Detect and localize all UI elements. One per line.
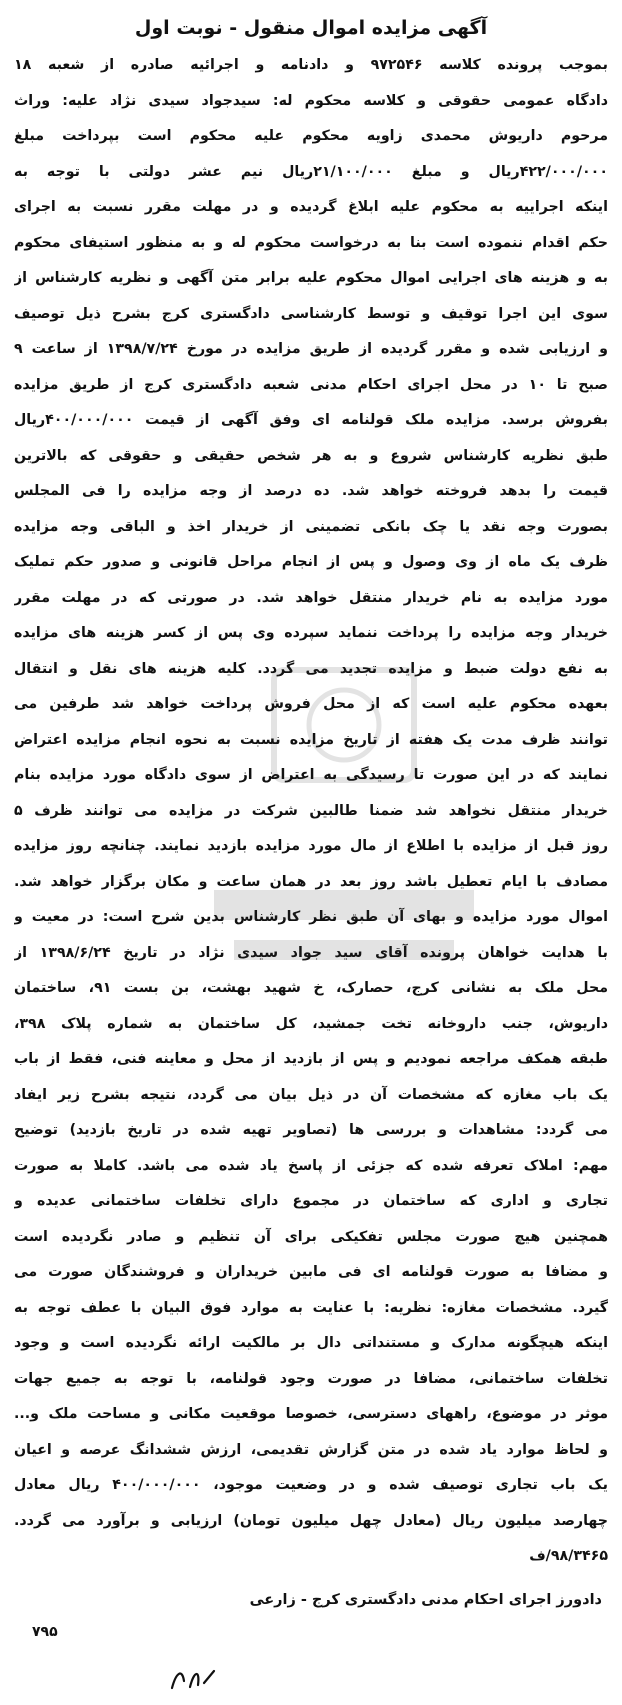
notice-line: محل ملک به نشانی کرج، حصارک، خ شهید بهشت، بن بست ۹۱، ساختمان (14, 980, 608, 996)
notice-line: خریدار وجه مزایده را پرداخت ننماید سپرده وی پس از کسر هزینه های مزایده (14, 625, 608, 641)
notice-line: اینکه هیچگونه مدارک و مستنداتی دال بر مالکیت ارائه نگردیده است و وجود (14, 1335, 608, 1351)
notice-line: موثر در موضوع، راههای دسترسی، خصوصا موقعیت مکانی و مساحت ملک و... (14, 1406, 608, 1422)
reference-number: ۷۹۵ (32, 1623, 58, 1640)
notice-line: به نفع دولت ضبط و مزایده تجدید می گردد. کلیه هزینه های نقل و انتقال (14, 660, 608, 677)
notice-line: و مضافا به صورت قولنامه ای فی مابین خریداران و فروشندگان صورت می (14, 1264, 608, 1280)
notice-line: طبق نظریه کارشناس شروع و به هر شخص حقیقی و حقوقی که بالاترین (14, 447, 608, 464)
notice-line: ظرف یک ماه از وی وصول و پس از انجام مراحل قانونی و صدور حکم تملیک (14, 554, 608, 570)
notice-line: دادگاه عمومی حقوقی و کلاسه محکوم له: سیدجواد سیدی نژاد علیه: وراث (14, 92, 608, 109)
notice-line: سوی این اجرا توقیف و توسط کارشناسی دادگستری کرج بشرح ذیل توصیف (14, 305, 608, 322)
notice-line: داریوش، جنب داروخانه تخت جمشید، کل ساختمان به شماره پلاک ۳۹۸، (14, 1015, 608, 1032)
notice-line: اینکه اجراییه به محکوم علیه ابلاغ گردیده و در مهلت مقرر نسبت به اجرای (14, 199, 608, 215)
notice-title: آگهی مزایده اموال منقول - نوبت اول (134, 17, 488, 39)
notice-line: می گردد: مشاهدات و بررسی ها (تصاویر تهیه شده در تاریخ بازدید) توضیح (14, 1122, 608, 1138)
notice-line: و لحاظ موارد یاد شده در متن گزارش تقدیمی، ارزش ششدانگ عرصه و اعیان (14, 1441, 608, 1458)
notice-line: روز قبل از مزایده با اطلاع از مال مورد مزایده بازدید نمایند. چنانچه روز مزایده (14, 838, 608, 854)
notice-line: مرحوم داریوش محمدی زاویه محکوم علیه محکوم است بپرداخت مبلغ (14, 128, 608, 144)
notice-line: به و هزینه های اجرایی اموال محکوم علیه برابر متن آگهی و نظریه کارشناس از (14, 270, 608, 286)
notice-line: بصورت وجه نقد یا چک بانکی تضمینی از خریدار اخذ و الباقی وجه مزایده (14, 518, 608, 535)
notice-line: بعهده محکوم علیه است که از محل فروش پرداخت خواهد شد طرفین می (14, 696, 608, 712)
notice-line: تخلفات ساختمانی، مضافا در صورت وجود قولنامه، با توجه به جمیع جهات (14, 1370, 608, 1387)
notice-line: ۹۸/۳۴۶۵/ف (529, 1548, 608, 1564)
notice-body (14, 48, 608, 1575)
notice-line: توانند ظرف مدت یک هفته از تاریخ مزایده نسبت به نحوه انجام مزایده اعتراض (14, 731, 608, 748)
notice-line: یک باب تجاری توصیف شده و در وضعیت موجود، ۴۰۰/۰۰۰/۰۰۰ ریال معادل (14, 1477, 608, 1493)
notice-line: حکم اقدام ننموده است بنا به درخواست محکوم له و به منظور استیفای محکوم (14, 234, 608, 251)
notice-line: صبح تا ۱۰ در محل اجرای احکام مدنی شعبه دادگستری کرج از طریق مزایده (14, 376, 608, 393)
notice-line: خریدار منتقل نخواهد شد ضمنا طالبین شرکت در مزایده می توانند ظرف ۵ (14, 802, 608, 819)
notice-line: بفروش برسد. مزایده ملک قولنامه ای وفق آگهی از قیمت ۴۰۰/۰۰۰/۰۰۰ریال (14, 412, 608, 428)
notice-line: مهم: املاک تعرفه شده که جزئی از پاسخ یاد شده می باشد. کاملا به صورت (14, 1157, 608, 1174)
auction-notice (14, 10, 608, 1695)
notice-line: با هدایت خواهان پرونده آقای سید جواد سیدی نژاد در تاریخ ۱۳۹۸/۶/۲۴ از (14, 944, 608, 961)
notice-line: همچنین هیچ صورت مجلس تفکیکی برای آن تنظیم و صادر نگردیده است (14, 1228, 608, 1245)
notice-line: نمایند که در این صورت تا رسیدگی به اعتراض از سوی دادگاه مورد مزایده بنام (14, 767, 608, 783)
notice-line: چهارصد میلیون ریال (معادل چهل میلیون تومان) ارزیابی و برآورد می گردد. (14, 1512, 608, 1529)
notice-line: یک باب مغازه که مشخصات آن در ذیل بیان می گردد، نتیجه بشرح زیر ایفاد (14, 1086, 608, 1103)
notice-line: بموجب پرونده کلاسه ۹۷۲۵۴۶ و دادنامه و اجرائیه صادره از شعبه ۱۸ (14, 57, 608, 73)
notice-line: ۴۲۲/۰۰۰/۰۰۰ریال و مبلغ ۲۱/۱۰۰/۰۰۰ریال نیم عشر دولتی با توجه به (14, 163, 608, 180)
signature-line: دادورز اجرای احکام مدنی دادگستری کرج - زارعی (249, 1591, 602, 1608)
notice-line: مورد مزایده به نام خریدار منتقل خواهد شد. در صورتی که در مهلت مقرر (14, 589, 608, 606)
notice-line: مصادف با ایام تعطیل باشد روز بعد در همان ساعت و مکان برگزار خواهد شد. (14, 873, 608, 890)
notice-line: طبقه همکف مراجعه نمودیم و پس از بازدید از محل و معاینه فنی، فقط از باب (14, 1051, 608, 1067)
handwritten-mark (164, 1663, 224, 1693)
notice-line: قیمت را بدهد فروخته خواهد شد. ده درصد از وجه مزایده را فی المجلس (14, 483, 608, 499)
notice-line: اموال مورد مزایده و بهای آن طبق نظر کارشناس بدین شرح است: در معیت و (14, 909, 608, 925)
notice-line: گیرد. مشخصات مغازه: نظریه: با عنایت به موارد فوق البیان با عطف توجه به (14, 1299, 608, 1316)
notice-line: تجاری و اداری که ساختمان در مجموع دارای تخلفات ساختمانی عدیده و (14, 1193, 608, 1209)
notice-line: و ارزیابی شده و مقرر گردیده از طریق مزایده در مورخ ۱۳۹۸/۷/۲۴ از ساعت ۹ (14, 341, 608, 357)
